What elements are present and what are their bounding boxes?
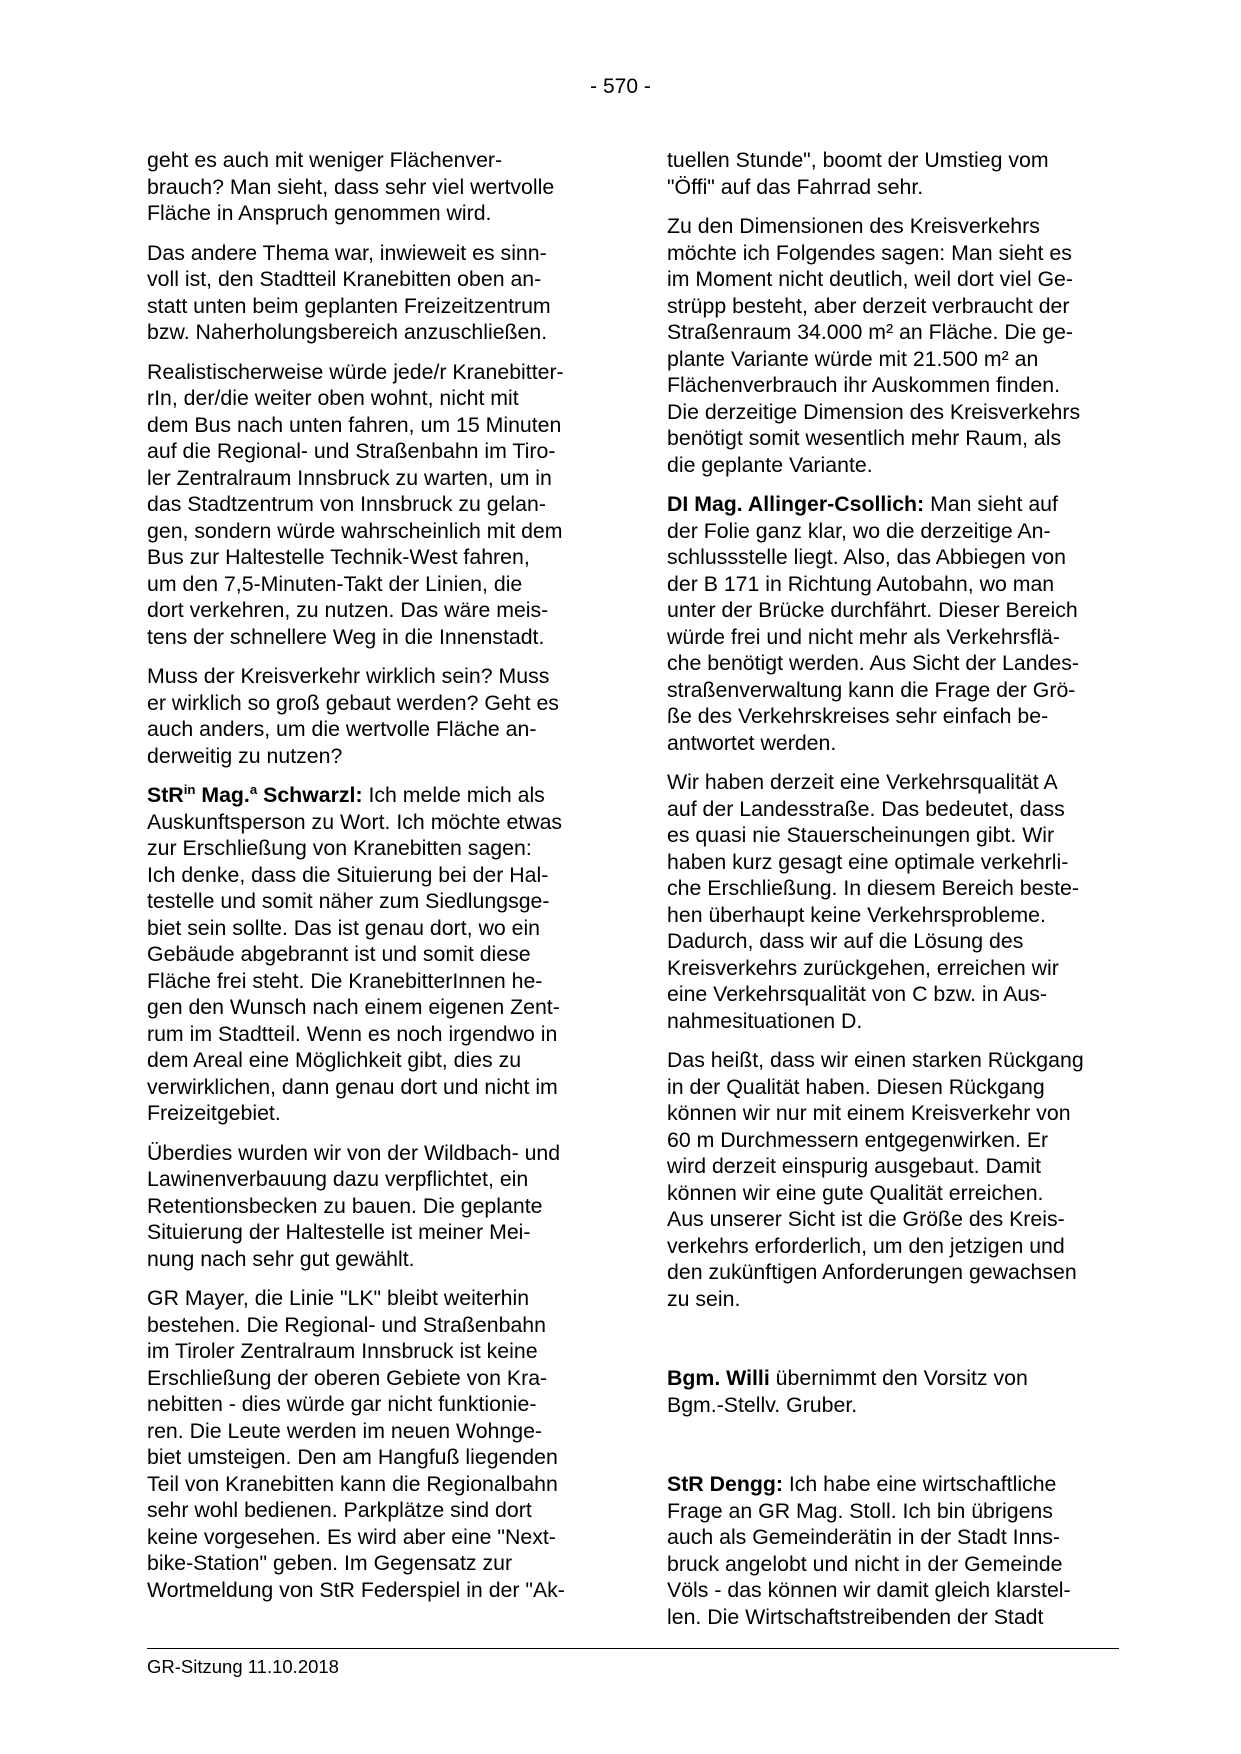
speech-text: Ich melde mich als Auskunftsperson zu Wort. Ich möchte etwas zur Erschließung von Kranebitten sagen: Ich denke, dass die Situierung bei der Hal- testelle und somit näher zum Siedlungsge- biet sein sollte. Das ist genau dort, wo ein Gebäude abgebrannt ist und somit diese Fläche frei steht. Die KranebitterInnen he- gen den Wunsch nach einem eigenen Zent- rum im Stadtteil. Wenn es noch irgendwo in dem Areal eine Möglichkeit gibt, dies zu verwirklichen, dann genau dort und nicht im Freizeitgebiet. bbox=[147, 783, 563, 1125]
footer-session-date: GR-Sitzung 11.10.2018 bbox=[147, 1656, 339, 1677]
paragraph: Überdies wurden wir von der Wildbach- und Lawinenverbauung dazu verpflichtet, ein Retentionsbecken zu bauen. Die geplante Situierung der Haltestelle ist meiner Mei- nung nach sehr gut gewählt. bbox=[147, 1140, 561, 1271]
page-number: - 570 - bbox=[590, 75, 651, 98]
speech-text: Ich habe eine wirtschaftliche Frage an GR Mag. Stoll. Ich bin übrigens auch als Gemeinderätin in der Stadt Inns- bruck angelobt und nicht in der Gemeinde Völs - das können wir damit gleich klarstel- len. Die Wirtschaftstreibenden der Stadt bbox=[667, 1472, 1071, 1629]
paragraph: Zu den Dimensionen des Kreisverkehrs möchte ich Folgendes sagen: Man sieht es im Moment nicht deutlich, weil dort viel Ge- strüpp besteht, aber derzeit verbraucht der Straßenraum 34.000 m² an Fläche. Die ge- plante Variante würde mit 21.500 m² an Flächenverbrauch ihr Auskommen finden. Die derzeitige Dimension des Kreisverkehrs benötigt somit wesentlich mehr Raum, als die geplante Variante. bbox=[667, 214, 1081, 477]
right-column bbox=[667, 147, 1122, 1643]
speaker-paragraph bbox=[667, 491, 1122, 756]
speaker-name: StR Dengg: bbox=[667, 1472, 783, 1496]
paragraph: Das heißt, dass wir einen starken Rückgang in der Qualität haben. Diesen Rückgang können wir nur mit einem Kreisverkehr von 60 m Durchmessern entgegenwirken. Er wird derzeit einspurig ausgebaut. Damit können wir eine gute Qualität erreichen. Aus unserer Sicht ist die Größe des Kreis- verkehrs erforderlich, um den jetzigen und den zukünftigen Anforderungen gewachsen zu sein. bbox=[667, 1048, 1084, 1311]
speaker-name: Bgm. Willi bbox=[667, 1366, 770, 1390]
speaker-name: DI Mag. Allinger-Csollich: bbox=[667, 492, 925, 516]
note-text: übernimmt den Vorsitz von Bgm.-Stellv. Gruber. bbox=[667, 1366, 1028, 1417]
paragraph: Muss der Kreisverkehr wirklich sein? Muss er wirklich so groß gebaut werden? Geht es auch anders, um die wertvolle Fläche an- derweitig zu nutzen? bbox=[147, 664, 559, 768]
paragraph: tuellen Stunde", boomt der Umstieg vom "Öffi" auf das Fahrrad sehr. bbox=[667, 148, 1049, 199]
speaker-name: StR$^{in}$ Mag.$^a$ Schwarzl: bbox=[147, 781, 363, 807]
paragraph: Realistischerweise würde jede/r Kranebitter- rIn, der/die weiter oben wohnt, nicht mit dem Bus nach unten fahren, um 15 Minuten auf die Regional- und Straßenbahn im Tiro- ler Zentralraum Innsbruck zu warten, um in das Stadtzentrum von Innsbruck zu gelan- gen, sondern würde wahrscheinlich mit dem Bus zur Haltestelle Technik-West fahren, um den 7,5-Minuten-Takt der Linien, die dort verkehren, zu nutzen. Das wäre meis- tens der schnellere Weg in die Innenstadt. bbox=[147, 359, 564, 649]
paragraph: geht es auch mit weniger Flächenver- brauch? Man sieht, dass sehr viel wertvolle Fläche in Anspruch genommen wird. bbox=[147, 148, 555, 225]
speech-text: Man sieht auf der Folie ganz klar, wo die derzeitige An- schlussstelle liegt. Also, das Abbiegen von der B 171 in Richtung Autobahn, wo man unter der Brücke durchfährt. Dieser Bereich würde frei und nicht mehr als Verkehrsflä- che benötigt werden. Aus Sicht der Landes- straßenverwaltung kann die Frage der Grö- ße des Verkehrskreises sehr einfach be- antwortet werden. bbox=[667, 492, 1080, 755]
paragraph: GR Mayer, die Linie "LK" bleibt weiterhin bestehen. Die Regional- und Straßenbahn im Tiroler Zentralraum Innsbruck ist keine Erschließung der oberen Gebiete von Kra- nebitten - dies würde gar nicht funktionie- ren. Die Leute werden im neuen Wohnge- biet umsteigen. Den am Hangfuß liegenden Teil von Kranebitten kann die Regionalbahn sehr wohl bedienen. Parkplätze sind dort keine vorgesehen. Es wird aber eine "Next- bike-Station" geben. Im Gegensatz zur Wortmeldung von StR Federspiel in der "Ak- bbox=[147, 1286, 565, 1602]
paragraph: Das andere Thema war, inwieweit es sinn- voll ist, den Stadtteil Kranebitten oben an- statt unten beim geplanten Freizeitzentrum bzw. Naherholungsbereich anzuschließen. bbox=[147, 240, 551, 344]
speaker-paragraph bbox=[667, 1471, 1122, 1630]
left-column bbox=[147, 147, 602, 1616]
speaker-paragraph bbox=[147, 782, 602, 1127]
chair-change-note bbox=[667, 1365, 1122, 1418]
footer-divider bbox=[147, 1648, 1119, 1649]
paragraph: Wir haben derzeit eine Verkehrsqualität A auf der Landesstraße. Das bedeutet, dass es quasi nie Stauerscheinungen gibt. Wir haben kurz gesagt eine optimale verkehrli- che Erschließung. In diesem Bereich beste- hen überhaupt keine Verkehrsprobleme. Dadurch, dass wir auf die Lösung des Kreisverkehrs zurückgehen, erreichen wir eine Verkehrsqualität von C bzw. in Aus- nahmesituationen D. bbox=[667, 770, 1079, 1033]
